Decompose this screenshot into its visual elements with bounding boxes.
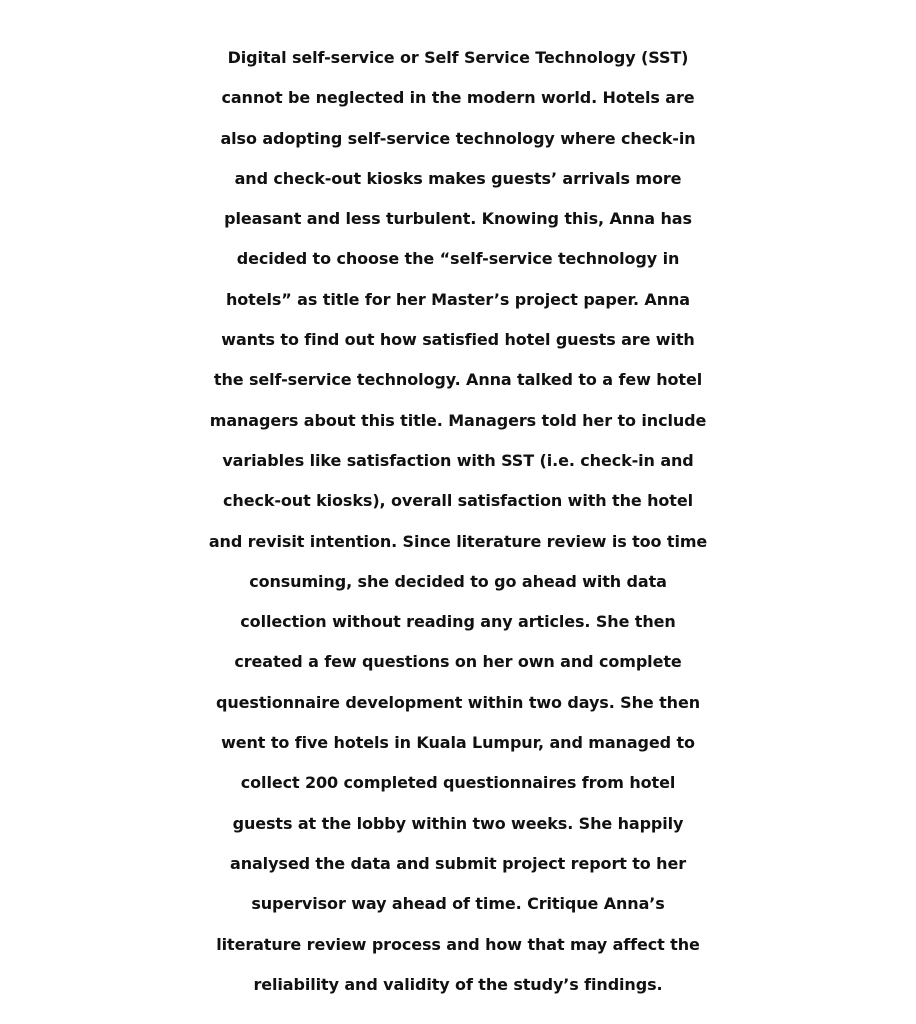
- text-line: hotels” as title for her Master’s project paper. Anna: [226, 289, 690, 309]
- text-line: collect 200 completed questionnaires from hotel: [240, 773, 676, 793]
- text-line: wants to find out how satisfied hotel guests are with: [221, 330, 695, 350]
- text-line: and revisit intention. Since literature review is too time: [208, 531, 708, 551]
- text-line: guests at the lobby within two weeks. She happily: [232, 813, 684, 833]
- text-line: managers about this title. Managers told her to include: [209, 410, 707, 430]
- text-line: decided to choose the “self-service technology in: [236, 249, 680, 269]
- text-line: Digital self-service or Self Service Technology (SST): [227, 48, 689, 67]
- question-paragraph: [0, 38, 916, 1005]
- text-line: literature review process and how that may affect the: [216, 934, 700, 954]
- text-line: pleasant and less turbulent. Knowing this, Anna has: [224, 209, 692, 229]
- text-line: cannot be neglected in the modern world. Hotels are: [221, 88, 695, 108]
- text-line: reliability and validity of the study’s findings.: [253, 974, 663, 994]
- text-line: collection without reading any articles. She then: [240, 612, 676, 632]
- text-line: and check-out kiosks makes guests’ arrivals more: [234, 168, 682, 188]
- text-line: created a few questions on her own and complete: [234, 652, 682, 672]
- text-line: went to five hotels in Kuala Lumpur, and managed to: [221, 733, 695, 753]
- text-line: check-out kiosks), overall satisfaction with the hotel: [223, 491, 693, 511]
- text-line: consuming, she decided to go ahead with data: [249, 571, 667, 591]
- text-line: the self-service technology. Anna talked to a few hotel: [213, 370, 703, 390]
- text-line: analysed the data and submit project report to her: [230, 853, 686, 873]
- text-line: questionnaire development within two days. She then: [216, 692, 700, 712]
- text-line: also adopting self-service technology where check-in: [220, 128, 696, 148]
- text-line: variables like satisfaction with SST (i.e. check-in and: [222, 450, 694, 470]
- text-line: supervisor way ahead of time. Critique Anna’s: [251, 894, 665, 914]
